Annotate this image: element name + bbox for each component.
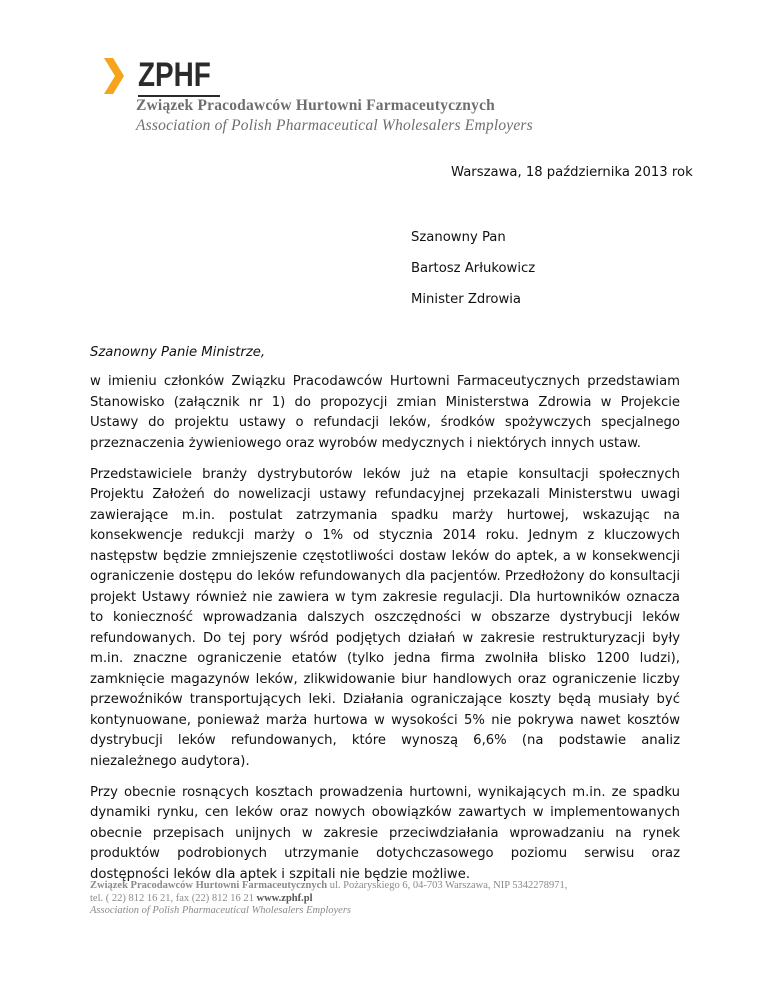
org-name-english: Association of Polish Pharmaceutical Wholesalers Employers [136, 117, 533, 134]
page-footer [90, 880, 690, 918]
footer-website-link[interactable]: www.zphf.pl [256, 892, 313, 904]
salutation: Szanowny Panie Ministrze, [90, 345, 266, 360]
paragraph-1: w imieniu członków Związku Pracodawców Hurtowni Farmaceutycznych przedstawiam Stanowisko (załącznik nr 1) do propozycji zmian Ministerstwa Zdrowia w Projekcie Ustawy do projektu ustawy o refundacji leków, środków spożywczych specjalnego przeznaczenia żywieniowego oraz wyrobów medycznych i niektórych innych ustaw. [90, 374, 680, 451]
dateline: Warszawa, 18 października 2013 rok [451, 165, 693, 180]
logo-text: ZPHF [138, 56, 211, 94]
footer-org-name: Związek Pracodawców Hurtowni Farmaceutycznych [90, 880, 328, 891]
addressee-line-3: Minister Zdrowia [411, 292, 521, 307]
logo-chevron-icon [104, 58, 124, 94]
org-name-polish: Związek Pracodawców Hurtowni Farmaceutycznych [136, 97, 495, 114]
addressee-line-2: Bartosz Arłukowicz [411, 261, 536, 276]
letter-body [90, 372, 680, 896]
paragraph-3: Przy obecnie rosnących kosztach prowadzenia hurtowni, wynikających m.in. ze spadku dynamiki rynku, cen leków oraz nowych obowiązków zawartych w implementowanych obecnie przepisach unijnych w zakresie przeciwdziałania wprowadzaniu na rynek produktów podrobionych utrzymanie dotychczasowego poziomu serwisu oraz dostępności leków dla aptek i szpitali nie będzie możliwe. [90, 784, 680, 882]
footer-org-name-english: Association of Polish Pharmaceutical Wholesalers Employers [90, 905, 352, 916]
footer-line-1 [90, 880, 690, 893]
footer-address: ul. Pożaryskiego 6, 04-703 Warszawa, NIP 5342278971, [329, 880, 568, 891]
footer-phones: tel. ( 22) 812 16 21, fax (22) 812 16 21 [90, 892, 254, 904]
footer-line-2 [90, 893, 690, 906]
addressee-line-1: Szanowny Pan [411, 230, 506, 245]
addressee-block [411, 230, 535, 323]
paragraph-2: Przedstawiciele branży dystrybutorów leków już na etapie konsultacji społecznych Projektu Założeń do nowelizacji ustawy refundacyjnej przekazali Ministerstwu uwagi zawierające m.in. postulat zatrzymania spadku marży hurtowej, wskazując na konsekwencje redukcji marży o 1% od stycznia 2014 roku. Jednym z kluczowych następstw będzie zmniejszenie częstotliwości dostaw leków do aptek, a w konsekwencji ograniczenie dostępu do leków refundowanych dla pacjentów. Przedłożony do konsultacji projekt Ustawy również nie zawiera w tym zakresie regulacji. Dla hurtowników oznacza to konieczność wprowadzania dalszych oszczędności w obszarze dystrybucji leków refundowanych. Do tej pory wśród podjętych działań w zakresie restrukturyzacji były m.in. znaczne ograniczenie etatów (tylko jedna firma zwolniła blisko 1200 ludzi), zamknięcie magazynów leków, zlikwidowanie biur handlowych oraz ograniczenie liczby przewoźników transportujących leki. Działania ograniczające koszty będą musiały być kontynuowane, ponieważ marża hurtowa w wysokości 5% nie pokrywa nawet kosztów dystrybucji leków refundowanych, które wynoszą 6,6% (na podstawie analiz niezależnego audytora). [90, 466, 680, 769]
